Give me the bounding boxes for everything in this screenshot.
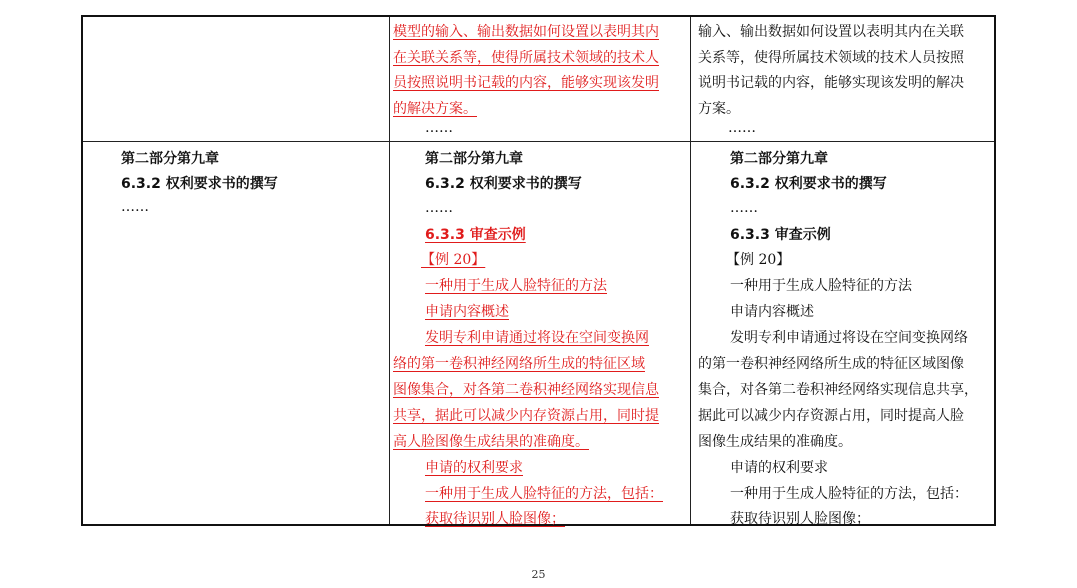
middle-claim-intro: 一种用于生成人脸特征的方法，包括： <box>425 486 663 502</box>
left-section: 6.3.2 权利要求书的撰写 <box>121 176 278 192</box>
right-section: 6.3.2 权利要求书的撰写 <box>730 176 887 192</box>
left-chapter: 第二部分第九章 <box>121 151 219 167</box>
middle-section: 6.3.2 权利要求书的撰写 <box>425 176 582 192</box>
right-example: 【例 20】 <box>726 252 791 268</box>
top-middle-line-2: 在关联关系等，使得所属技术领域的技术人 <box>393 50 659 66</box>
top-right-line-4: 方案。 <box>698 101 740 117</box>
middle-subsection: 6.3.3 审查示例 <box>425 227 526 243</box>
middle-body-line-4: 共享，据此可以减少内存资源占用，同时提 <box>393 408 659 424</box>
right-chapter: 第二部分第九章 <box>730 151 828 167</box>
top-right-line-3: 说明书记载的内容，能够实现该发明的解决 <box>698 75 964 91</box>
top-middle-line-4: 的解决方案。 <box>393 101 477 117</box>
right-body-line-4: 据此可以减少内存资源占用，同时提高人脸 <box>698 408 964 424</box>
right-claim-step: 获取待识别人脸图像； <box>730 511 870 527</box>
column-divider-1 <box>389 17 390 524</box>
page-number: 25 <box>531 568 546 581</box>
middle-claim-step: 获取待识别人脸图像； <box>425 511 565 527</box>
right-ellipsis: …… <box>730 200 758 216</box>
right-method-title: 一种用于生成人脸特征的方法 <box>730 278 912 294</box>
middle-body-line-3: 图像集合，对各第二卷积神经网络实现信息 <box>393 382 659 398</box>
column-divider-2 <box>690 17 691 524</box>
right-body-line-1: 发明专利申请通过将设在空间变换网络 <box>730 330 968 346</box>
middle-body-line-2: 络的第一卷积神经网络所生成的特征区域 <box>393 356 645 372</box>
middle-chapter: 第二部分第九章 <box>425 151 523 167</box>
top-right-ellipsis: …… <box>728 120 756 136</box>
top-middle-line-1: 模型的输入、输出数据如何设置以表明其内 <box>393 24 659 40</box>
middle-example: 【例 20】 <box>421 252 486 268</box>
right-body-line-5: 图像生成结果的准确度。 <box>698 434 852 450</box>
right-body-line-3: 集合，对各第二卷积神经网络实现信息共享， <box>698 382 978 398</box>
top-right-line-1: 输入、输出数据如何设置以表明其内在关联 <box>698 24 964 40</box>
middle-method-title: 一种用于生成人脸特征的方法 <box>425 278 607 294</box>
middle-summary-heading: 申请内容概述 <box>425 304 509 320</box>
left-ellipsis: …… <box>121 199 149 215</box>
middle-claims-heading: 申请的权利要求 <box>425 460 523 476</box>
top-middle-ellipsis: …… <box>425 120 453 136</box>
middle-body-line-1: 发明专利申请通过将设在空间变换网 <box>425 330 649 346</box>
middle-ellipsis: …… <box>425 200 453 216</box>
right-claims-heading: 申请的权利要求 <box>730 460 828 476</box>
middle-body-line-5: 高人脸图像生成结果的准确度。 <box>393 434 589 450</box>
top-middle-line-3: 员按照说明书记载的内容，能够实现该发明 <box>393 75 659 91</box>
right-summary-heading: 申请内容概述 <box>730 304 814 320</box>
right-body-line-2: 的第一卷积神经网络所生成的特征区域图像 <box>698 356 964 372</box>
right-subsection: 6.3.3 审查示例 <box>730 227 831 243</box>
top-right-line-2: 关系等，使得所属技术领域的技术人员按照 <box>698 50 964 66</box>
comparison-table <box>81 15 996 526</box>
right-claim-intro: 一种用于生成人脸特征的方法，包括： <box>730 486 968 502</box>
row-divider <box>83 141 994 142</box>
